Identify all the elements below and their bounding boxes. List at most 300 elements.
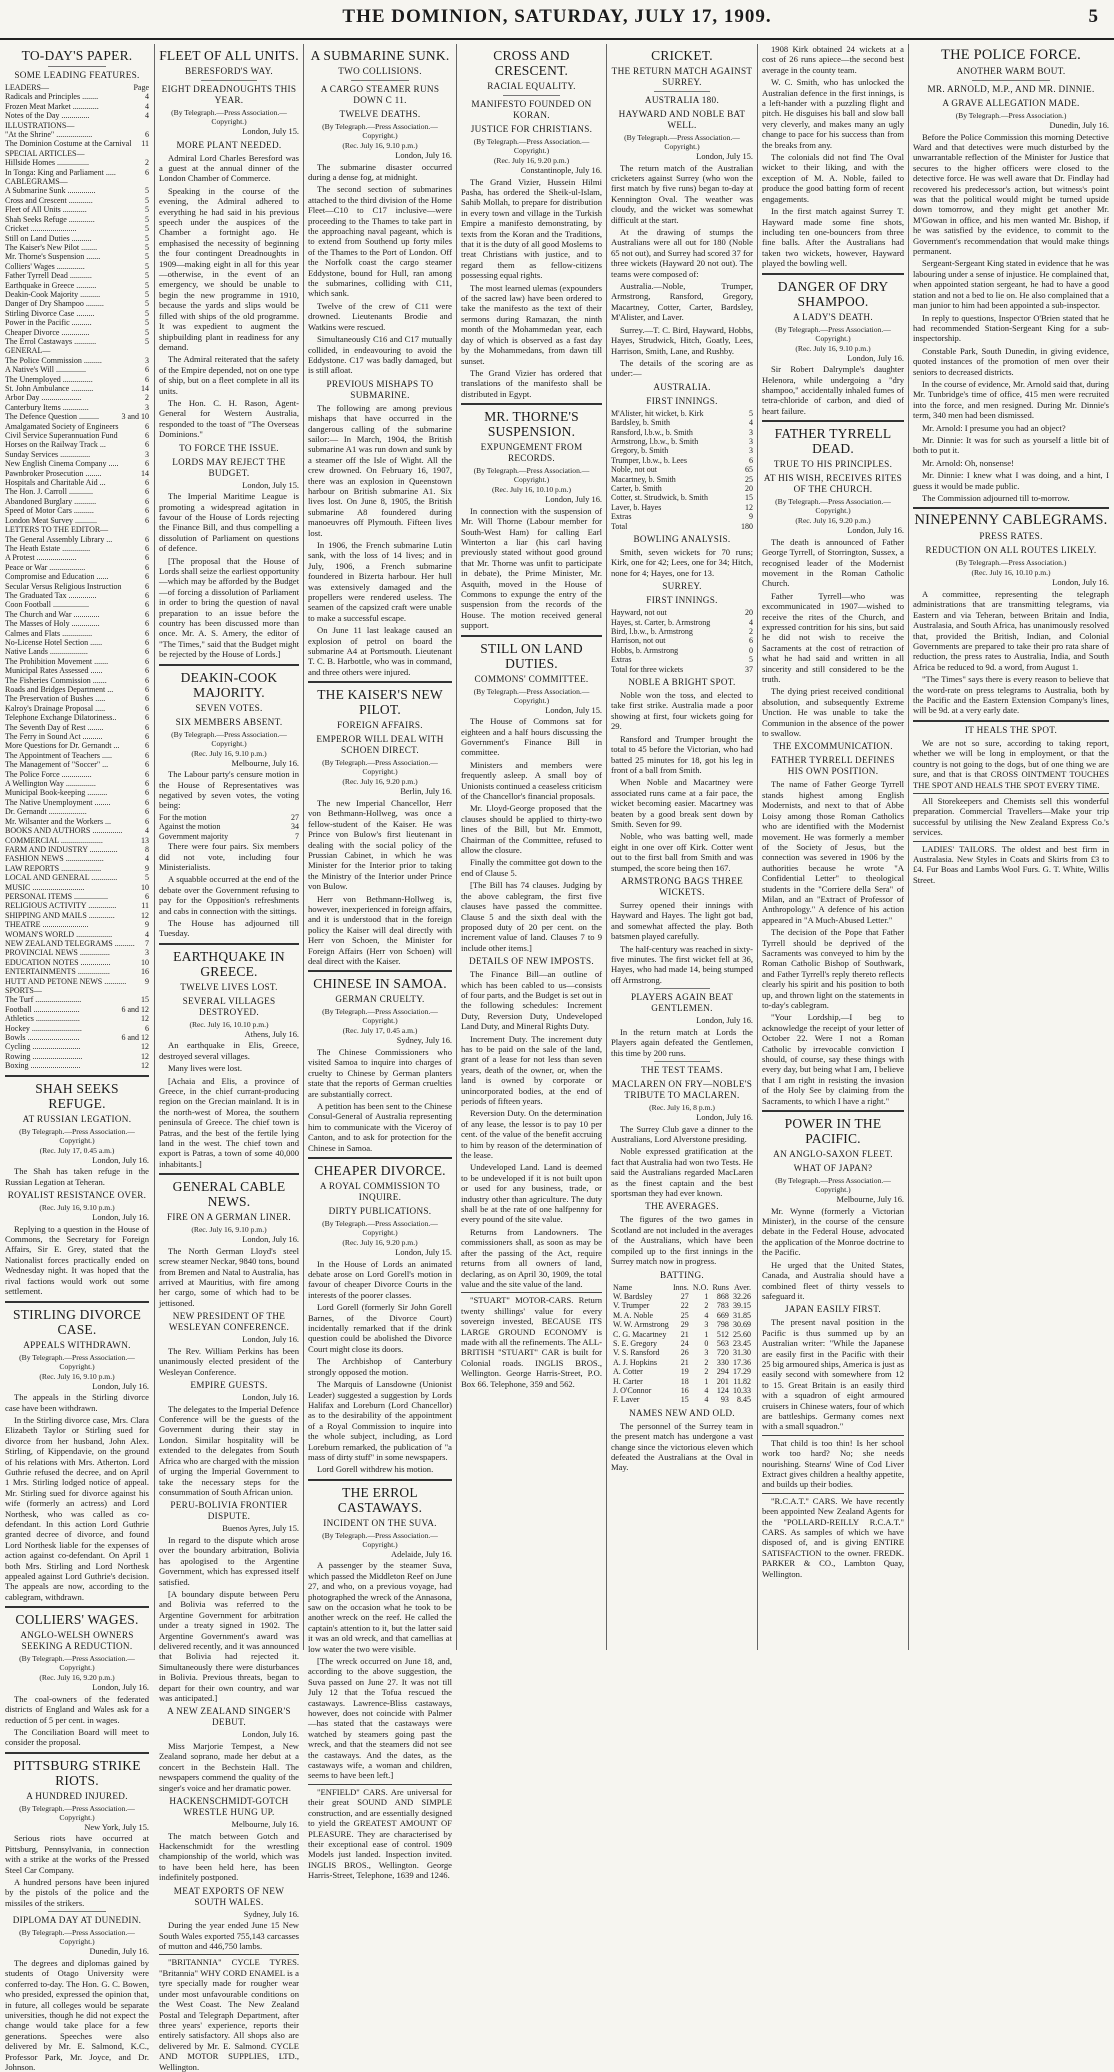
deakin-subheading: SEVEN VOTES. bbox=[195, 702, 263, 713]
divider bbox=[159, 1173, 299, 1175]
contents-row-label: Mr. Wilsanter and the Workers ... bbox=[5, 816, 112, 826]
article-paragraph: W. C. Smith, who has unlocked the Australian defence in the first innings, is a left-hander with a puzzling flight and pitch. He disguises his ball and slow ball very cleverly, and makes many an ugly change to pace for his success than from the breaks from any. bbox=[762, 77, 904, 150]
contents-row-value: 4 bbox=[145, 826, 149, 836]
contents-row-value: 5 bbox=[145, 318, 149, 328]
table-cell: 330 bbox=[716, 1357, 729, 1367]
article-paragraph: A petition has been sent to the Chinese Consul-General of Australia representing him to communicate with the Viceroy of Canton, and to ask for protection for the Chinese in Samoa. bbox=[308, 1101, 452, 1153]
cross-heading: CROSS AND CRESCENT. bbox=[493, 48, 570, 78]
contents-row-label: The Hon. J. Carroll ............ bbox=[5, 487, 93, 497]
article-paragraph: Noble, who was batting well, made eight in one over off Kirk. Cotter went out to the first ball from Smith and was stumped, the score being then 167. bbox=[611, 831, 753, 873]
contents-row-label: Compromise and Education ...... bbox=[5, 572, 109, 582]
total-value: 180 bbox=[741, 521, 753, 531]
article-paragraph: An earthquake in Elis, Greece, destroyed several villages. bbox=[159, 1040, 299, 1061]
contents-row bbox=[5, 770, 149, 779]
contents-row bbox=[5, 469, 149, 478]
table-cell: 16 bbox=[680, 1385, 689, 1395]
contents-row bbox=[5, 591, 149, 600]
divider bbox=[308, 1157, 452, 1159]
contents-row-value: 5 bbox=[145, 289, 149, 299]
contents-row-label: Mr. Thorne's Suspension ....... bbox=[5, 252, 101, 262]
scorecard-row-value: 20 bbox=[745, 483, 753, 493]
contents-row-value: 5 bbox=[145, 336, 149, 346]
table-cell: 2 bbox=[704, 1357, 709, 1367]
contents-row-label: Arbor Day .................... bbox=[5, 393, 82, 403]
received-date: (Rec. July 16, 10.10 p.m.) bbox=[971, 568, 1051, 578]
colliers-subheading: ANGLO-WELSH OWNERS SEEKING A REDUCTION. bbox=[20, 1630, 134, 1652]
credit-line: (By Telegraph.—Press Association.—Copyright.) bbox=[473, 137, 590, 155]
contents-row-value: 6 bbox=[145, 421, 149, 431]
ninepenny-subheading-2: REDUCTION ON ALL ROUTES LIKELY. bbox=[925, 545, 1097, 556]
contents-row bbox=[5, 130, 149, 139]
contents-row bbox=[5, 676, 149, 685]
contents-row-label: Kalroy's Drainage Proposal ..... bbox=[5, 703, 106, 713]
article-paragraph: The figures of the two games in Scotland are not included in the averages of the Australians, which have been compiled up to the first innings in the Surrey match now in progress. bbox=[611, 1214, 753, 1267]
contents-row-value: 6 bbox=[145, 769, 149, 779]
diploma-heading: DIPLOMA DAY AT DUNEDIN. bbox=[12, 1915, 142, 1926]
contents-row bbox=[5, 224, 149, 233]
advertisement: LADIES' TAILORS. The oldest and best firm in Australasia. New Styles in Coats and Skirts from £3 to £4. Fur Boas and Lambs Wool Furs. G. T. White, Willis Street. bbox=[913, 841, 1109, 886]
scorecard-row-label: Carter, b. Smith bbox=[611, 483, 662, 493]
contents-row-label: Telephone Exchange Dilatoriness.. bbox=[5, 713, 117, 723]
table-cell: 1 bbox=[704, 1291, 709, 1301]
contents-row-value: 6 bbox=[145, 797, 149, 807]
errol-subheading: INCIDENT ON THE SUVA. bbox=[323, 1517, 437, 1528]
todays-paper-subheading: SOME LEADING FEATURES. bbox=[14, 70, 140, 80]
contents-row-value: 4 bbox=[145, 92, 149, 102]
contents-row-value: 6 bbox=[145, 619, 149, 629]
cricket-subheading-2: AUSTRALIA 180. bbox=[644, 95, 720, 105]
contents-row bbox=[5, 252, 149, 261]
armstrong-subheading: ARMSTRONG BAGS THREE WICKETS. bbox=[620, 875, 744, 897]
contents-row-value: 5 bbox=[145, 271, 149, 281]
scorecard-row-label: Hayes, st. Carter, b. Armstrong bbox=[611, 617, 711, 627]
scorecard-total bbox=[611, 522, 753, 531]
contents-row-label: LOCAL AND GENERAL ............. bbox=[5, 873, 118, 883]
contents-row bbox=[5, 431, 149, 440]
contents-row-label: Amalgamated Society of Engineers bbox=[5, 421, 119, 431]
contents-row bbox=[5, 741, 149, 750]
table-cell: C. G. Macartney bbox=[613, 1329, 667, 1339]
cable-subheading: A NEW ZEALAND SINGER'S DEBUT. bbox=[167, 1706, 291, 1728]
contents-row-value: 6 bbox=[145, 600, 149, 610]
contents-row bbox=[5, 694, 149, 703]
contents-row-value: 5 bbox=[145, 252, 149, 262]
article-paragraph: "The Times" says there is every reason to believe that the word-rate on press telegrams to Australia, both by the Pacific and the Eastern Extension Company's lines, will be 9d. at a very early date. bbox=[913, 674, 1109, 716]
divider bbox=[5, 1075, 149, 1077]
article-paragraph: The second section of submarines attached to the third division of the Home Fleet—C10 to C17 inclusive—were proceeding to the Thames to take part in the approaching naval pageant, which is to extend from Southend up forty miles of the Thames to the Port of London. Off the Norfolk coast the cargo steamer Eddystone, bound for Hull, ran among the submarines, colliding with C11, which sank. bbox=[308, 184, 452, 299]
contents-row-label: The Seventh Day of Rest ........ bbox=[5, 722, 104, 732]
kaiser-subheading: FOREIGN AFFAIRS. bbox=[337, 720, 423, 731]
divider bbox=[308, 970, 452, 972]
contents-row bbox=[5, 234, 149, 243]
advertisement: "R.C.A.T." CARS. We have recently been appointed New Zealand Agents for the "POLLARD-REILLY R.C.A.T." CARS. As samples of which we have disposed of, and is giving ENTIRE SATISFACTION to the owner. FREDK. PARKER & CO., Lambton Quay, Wellington. bbox=[762, 1493, 904, 1579]
received-date: (Rec. July 16, 8 p.m.) bbox=[649, 1103, 715, 1113]
article-paragraph: The submarine disaster occurred during a dense fog, at midnight. bbox=[308, 161, 452, 182]
pacific-subheading-2: WHAT OF JAPAN? bbox=[793, 1163, 873, 1174]
submarine-subheading-3: TWELVE DEATHS. bbox=[339, 109, 421, 119]
contents-row-label: Secular Versus Religious Instruction bbox=[5, 581, 122, 591]
article-paragraph: Replying to a question in the House of Commons, the Secretary for Foreign Affairs, Sir E. Grey, stated that the Nationalist forces practically ended on Wednesday night. It was hoped that the rival factions would work out some settlement. bbox=[5, 1223, 149, 1297]
article-paragraph: The present naval position in the Pacific is thus summed up by an Australian writer: "While the Japanese are easily first in the Pacific with their 25 big armoured ships, America is just as easily second with somewhere from 12 to 15. Great Britain is an easily third with a squadron of eight armoured cruisers in Chinese waters, four of which are battleships. Germany comes next with a small squadron." bbox=[762, 1317, 904, 1432]
table-cell: 29 bbox=[680, 1320, 689, 1330]
contents-row bbox=[5, 516, 149, 525]
article-paragraph: Surrey.—T. C. Bird, Hayward, Hobbs, Hayes, Strudwick, Hitch, Goatly, Lees, Harrison, Smith, Lane, and Rushby. bbox=[611, 324, 753, 356]
credit-line: (By Telegraph.—Press Association.—Copyright.) bbox=[19, 1126, 135, 1145]
dry-shampoo-heading: DANGER OF DRY SHAMPOO. bbox=[777, 278, 889, 309]
scorecard-row bbox=[611, 618, 753, 627]
contents-row bbox=[5, 751, 149, 760]
dateline: London, July 16. bbox=[242, 1393, 299, 1403]
contents-row bbox=[5, 139, 149, 148]
article-paragraph: Sergeant-Sergeant King stated in evidence that he was labouring under a sense of injustice. He complained that, when appointed station sergeant, he had to have a good station and not a bed to lie on. He also complained that a man junior to him had been appointed a sub-inspector. bbox=[913, 258, 1109, 311]
received-date: (Rec. July 16, 10.10 p.m.) bbox=[491, 485, 572, 495]
table-cell: F. Laver bbox=[613, 1395, 640, 1405]
contents-row-value: 2 bbox=[145, 158, 149, 168]
article-paragraph: [A boundary dispute between Peru and Bolivia was referred to the Argentine Government for arbitration under a treaty signed in 1902. The Argentine Government's award was delivered recently, and it was announced that Bolivia had rejected it. Simultaneously there were disturbances in Bolivia. Previous threats, began to depart for their own country, and war was anticipated.] bbox=[159, 1588, 299, 1703]
police-subheading: ANOTHER WARM BOUT. bbox=[956, 66, 1066, 76]
contents-row-value: 6 bbox=[145, 816, 149, 826]
vote-label: For the motion bbox=[159, 812, 207, 822]
contents-row-value: 6 bbox=[145, 459, 149, 469]
contents-row bbox=[5, 299, 149, 308]
article-paragraph: There were four pairs. Six members did not vote, including four Ministerialists. bbox=[159, 841, 299, 872]
contents-row-value: 6 bbox=[145, 590, 149, 600]
contents-row bbox=[5, 1024, 149, 1033]
divider bbox=[913, 507, 1109, 509]
table-cell: S. E. Gregory bbox=[613, 1338, 657, 1348]
divorce-heading: CHEAPER DIVORCE. bbox=[314, 1163, 446, 1179]
contents-row bbox=[5, 911, 149, 920]
contents-row-label: RELIGIOUS ACTIVITY .............. bbox=[5, 901, 117, 911]
samoa-heading: CHINESE IN SAMOA. bbox=[313, 976, 447, 992]
article-paragraph: The degrees and diplomas gained by students of Otago University were conferred to-day. The Hon. G. C. Bowen, who presided, expressed the opinion that, in future, all colleges would be separate universities, though he did not expect the change would take place for a few generations. Speeches were also delivered by Mr. E. Salmond, K.C., Professor Park, Mr. Joyce, and Dr. Johnson. bbox=[5, 1957, 149, 2072]
table-cell: 868 bbox=[716, 1291, 729, 1301]
dateline: London, July 15. bbox=[395, 1248, 452, 1258]
article-paragraph: The appeals in the Stirling divorce case have been withdrawn. bbox=[5, 1392, 149, 1413]
credit-line: (By Telegraph.—Press Association.—Copyright.) bbox=[473, 466, 590, 485]
contents-row bbox=[5, 704, 149, 713]
contents-row-label: The Ferry in Sound Act .......... bbox=[5, 732, 103, 742]
dateline: London, July 16. bbox=[1052, 578, 1109, 588]
contents-row-label: Athletics ...................... bbox=[5, 1014, 80, 1024]
vote-count: 34 bbox=[291, 822, 299, 832]
contents-row bbox=[5, 600, 149, 609]
article-paragraph: The following are among previous mishaps that have occurred in the dangerous calling of the submarine sailor:— In March, 1904, the British submarine A1 was run down and sunk by a steamer off the Isle of Wight. All the crew drowned. On February 16, 1907, there was an explosion in Queenstown harbour on British submarine A1. Six lives lost. On June 8, 1905, the British submarine A8 foundered during manoeuvres off Plymouth. Fifteen lives lost. bbox=[308, 402, 452, 538]
contents-row-label: The Dominion Costume at the Carnival bbox=[5, 139, 132, 149]
article-paragraph: The personnel of the Surrey team in the present match has undergone a vast change since the victorious eleven which defeated the Australians at the Oval in May. bbox=[611, 1420, 753, 1473]
contents-row bbox=[5, 807, 149, 816]
contents-row bbox=[5, 1014, 149, 1023]
table-cell: 17.36 bbox=[733, 1357, 751, 1367]
dateline: London, July 15. bbox=[242, 480, 299, 490]
contents-row-label: FASHION NEWS ................... bbox=[5, 854, 104, 864]
divider bbox=[762, 273, 904, 275]
excommunication-subheading: THE EXCOMMUNICATION. bbox=[773, 741, 893, 752]
table-cell: H. Carter bbox=[613, 1376, 643, 1386]
table-cell: 22 bbox=[680, 1301, 689, 1311]
contents-row bbox=[5, 177, 149, 186]
shah-heading: SHAH SEEKS REFUGE. bbox=[35, 1080, 119, 1111]
scorecard-row bbox=[611, 512, 753, 521]
contents-row bbox=[5, 356, 149, 365]
article-paragraph: Simultaneously C16 and C17 mutually collided, in endeavouring to avoid the Eddystone. C17 was badly damaged, but is still afloat. bbox=[308, 334, 452, 376]
contents-row bbox=[5, 995, 149, 1004]
received-date: (Rec. July 16, 9.10 p.m.) bbox=[191, 1225, 267, 1235]
contents-row-label: Hillside Homes ................ bbox=[5, 158, 89, 168]
stirling-heading: STIRLING DIVORCE CASE. bbox=[12, 1306, 142, 1337]
thorne-heading: MR. THORNE'S SUSPENSION. bbox=[484, 409, 579, 440]
article-paragraph: The return match of the Australian cricketers against Surrey (who won the first match by five runs) began to-day at Kennington Oval. The weather was cloudy, and the wicket was somewhat difficult at the start. bbox=[611, 162, 753, 225]
article-paragraph: In 1906, the French submarine Lutin sank, with the loss of 14 lives; and in July, 1906, a French submarine foundered in Bizerta harbour. Her hull was extensively damaged and the propellers were rendered useless. The seamen of the capsized craft were unable to make a successful escape. bbox=[308, 540, 452, 623]
table-cell: V. Trumper bbox=[613, 1301, 650, 1311]
deakin-heading: DEAKIN-COOK MAJORITY. bbox=[180, 669, 278, 700]
contents-row-value: 6 bbox=[145, 365, 149, 375]
contents-row-value: 6 bbox=[145, 487, 149, 497]
contents-row-label: Municipal Rates Assessed ...... bbox=[5, 666, 103, 676]
scorecard-row bbox=[611, 655, 753, 664]
article-paragraph: Mr. Dinnie: I knew what I was doing, and a hint, I guess it would be made public. bbox=[913, 470, 1109, 491]
scorecard-row-value: 4 bbox=[749, 418, 753, 428]
contents-row bbox=[5, 337, 149, 346]
dry-shampoo-subheading: A LADY'S DEATH. bbox=[793, 311, 873, 322]
dateline: London, July 16. bbox=[92, 1213, 149, 1223]
table-cell: 23.45 bbox=[733, 1338, 751, 1348]
contents-row-value: 6 bbox=[145, 478, 149, 488]
vote-count: 7 bbox=[295, 831, 299, 841]
pittsburg-subheading: A HUNDRED INJURED. bbox=[26, 1790, 128, 1801]
contents-row bbox=[5, 158, 149, 167]
contents-row bbox=[5, 873, 149, 882]
contents-row-value: 12 bbox=[141, 1042, 149, 1052]
contents-row bbox=[5, 948, 149, 957]
table-cell: 3 bbox=[704, 1348, 709, 1358]
contents-row-label: Father Tyrrell Dead ........... bbox=[5, 271, 92, 281]
contents-row-value: 12 bbox=[141, 1051, 149, 1061]
article-paragraph: Ministers and members were frequently asleep. A small boy of Unionists continued a ceaseless criticism of the Chancellor's financial proposals. bbox=[461, 759, 602, 802]
scorecard-row-label: Ransford, l.b.w., b. Smith bbox=[611, 427, 693, 437]
budget-subheading-2: LORDS MAY REJECT THE BUDGET. bbox=[172, 456, 286, 478]
column-header: Inns. bbox=[672, 1282, 689, 1292]
names-heading: NAMES NEW AND OLD. bbox=[629, 1407, 735, 1418]
divider bbox=[351, 80, 409, 81]
article-paragraph: The Surrey Club gave a dinner to the Australians, Lord Alverstone presiding. bbox=[611, 1123, 753, 1145]
contents-row-label: Roads and Bridges Department ... bbox=[5, 685, 114, 694]
cable-subheading: EMPIRE GUESTS. bbox=[190, 1380, 268, 1391]
article-paragraph: Returns from Landowners. The commissioners shall, as soon as may be after the passing of the Act, require returns from all owners of land, declaring, as on April 30, 1909, the total value and the site value of the land. bbox=[461, 1226, 602, 1289]
contents-row-value: 4 bbox=[145, 111, 149, 121]
contents-row bbox=[5, 901, 149, 910]
earthquake-subheading: TWELVE LIVES LOST. bbox=[180, 981, 278, 992]
contents-row-label: The Prohibition Movement ....... bbox=[5, 656, 109, 666]
contents-row-label: Rowing ......................... bbox=[5, 1051, 83, 1061]
contents-row-label: SPECIAL ARTICLES— bbox=[5, 148, 85, 158]
divider bbox=[5, 1301, 149, 1303]
article-paragraph: [Achaia and Elis, a province of Greece, in the chief currant-producing region on the Grecian mainland. It is in the north-west of Morea, the southern peninsula of Greece. The chief town is Patras, and the best of the fertile lying land in the west. The chief town and export is Patras, a town of some 40,000 inhabitants.] bbox=[159, 1075, 299, 1169]
table-cell: 25 bbox=[680, 1310, 689, 1320]
received-date: (Rec. July 16, 9.20 p.m.) bbox=[39, 1673, 115, 1683]
contents-row-label: THEATRE ....................... bbox=[5, 920, 89, 930]
table-cell: J. O'Connor bbox=[613, 1385, 652, 1395]
cross-subheading: RACIAL EQUALITY. bbox=[487, 81, 576, 91]
article-paragraph: In the Stirling divorce case, Mrs. Clara Elizabeth Taylor or Stirling sued for divorce from her husband, John Alex. Stirling, of Kippendavie, on the ground of his relations with Mrs. Atherton. Lord Guthrie refused the decree, and on April 1 Mrs. Stirling lodged notice of appeal. Mr. Stirling sued for divorce against his wife (formerly an actress) and Lord Northesk, who was called as co-defendant. In this action Lord Guthrie granted decree of divorce, and found Lord Northesk liable for the expenses of action against co-defendant. On April 1 both Mrs. Stirling and Lord Northesk appealed against Lord Guthrie's decision. The appeals are now, according to the cablegram, withdrawn. bbox=[5, 1414, 149, 1602]
received-date: (Rec. July 16, 9.20 p.m.) bbox=[342, 777, 418, 787]
masthead-title: THE DOMINION, SATURDAY, JULY 17, 1909. bbox=[342, 6, 772, 27]
article-paragraph: A committee, representing the telegraph administrations that are transmitting telegrams, via Eastern and via Teheran, between Britain and India, Australasia, and South Africa, has unanimously resolved that, provided the British, Indian, and Colonial Governments are prepared to take their pro rata share of reduction, the press rates to Australia, India, and South Africa be reduced to 9d. a word, from August 1. bbox=[913, 589, 1109, 672]
contents-row-label: LETTERS TO THE EDITOR— bbox=[5, 525, 109, 535]
article-paragraph: During the year ended June 15 New South Wales exported 755,143 carcasses of mutton and 446,750 lambs. bbox=[159, 1920, 299, 1952]
article-paragraph: The Grand Vizier has ordered that translations of the manifesto shall be distributed in Egypt. bbox=[461, 367, 602, 399]
article-paragraph: The delegates to the Imperial Defence Conference will be the guests of the Government during their stay in London. Similar hospitality will be extended to the delegates from South Africa who are charged with the mission of urging the Imperial Government to take the necessary steps for the consummation of South African union. bbox=[159, 1403, 299, 1497]
fleet-subheading: BERESFORD'S WAY. bbox=[185, 66, 273, 76]
contents-row-label: Cheaper Divorce .............. bbox=[5, 327, 90, 337]
scorecard-total bbox=[611, 665, 753, 674]
contents-row bbox=[5, 1042, 149, 1051]
scorecard-row-value: 6 bbox=[749, 455, 753, 465]
credit-line: (By Telegraph.—Press Association.—Copyright.) bbox=[19, 1928, 135, 1947]
column-rule bbox=[456, 44, 457, 1650]
scorecard-row-label: Macartney, b. Smith bbox=[611, 474, 676, 484]
total-value: 37 bbox=[745, 664, 753, 674]
article-paragraph: The death is announced of Father George Tyrrell, of Storrington, Sussex, a recognised leader of the Modernist movement in the Roman Catholic Church. bbox=[762, 536, 904, 589]
received-date: (Rec. July 16, 9.10 p.m.) bbox=[795, 343, 871, 353]
contents-row bbox=[5, 403, 149, 412]
shah-subheading-2: ROYALIST RESISTANCE OVER. bbox=[7, 1190, 147, 1201]
contents-row-value: 12 bbox=[141, 1061, 149, 1071]
table-cell: A. J. Hopkins bbox=[613, 1357, 658, 1367]
contents-row-label: HUTT AND PETONE NEWS ........... bbox=[5, 976, 127, 986]
advertisement: All Storekeepers and Chemists sell this wonderful preparation. Commercial Travellers—Make your trip successful by utilising the New Zealand Express Co.'s services. bbox=[913, 793, 1109, 838]
article-paragraph: The decision of the Pope that Father Tyrrell should be deprived of the Sacraments was conveyed to him by the Roman Catholic Bishop of Southwark, and Father Tyrrell's reply thereto reflects clearly his spirit and his position to both up, and thrown light on the statements in to-day's cablegram. bbox=[762, 927, 904, 1010]
table-cell: 1 bbox=[704, 1376, 709, 1386]
contents-row-value: 10 bbox=[141, 957, 149, 967]
column-2 bbox=[159, 44, 299, 2072]
batting-heading: BATTING. bbox=[660, 1269, 704, 1280]
ninepenny-heading: NINEPENNY CABLEGRAMS. bbox=[914, 512, 1108, 529]
column-rule bbox=[303, 44, 304, 1650]
contents-row-label: St. John Ambulance ........... bbox=[5, 384, 94, 393]
article-paragraph: The Hon. C. H. Rason, Agent-General for Western Australia, responded to the toast of "The Overseas Dominions." bbox=[159, 397, 299, 440]
test-teams-heading: THE TEST TEAMS. bbox=[641, 1065, 723, 1076]
contents-row-value: 6 bbox=[145, 685, 149, 694]
column-rule bbox=[908, 44, 909, 1650]
contents-row-label: Colliers' Wages .............. bbox=[5, 261, 85, 271]
contents-row bbox=[5, 779, 149, 788]
divider bbox=[762, 1110, 904, 1112]
contents-row bbox=[5, 629, 149, 638]
divorce-subheading: A ROYAL COMMISSION TO INQUIRE. bbox=[319, 1181, 441, 1203]
table-row bbox=[611, 1320, 753, 1329]
divider bbox=[308, 1479, 452, 1481]
dateline: London, July 16. bbox=[847, 526, 904, 536]
contents-row-value: 3 bbox=[145, 449, 149, 459]
table-cell: 124 bbox=[716, 1385, 729, 1395]
contents-row-label: Hockey ......................... bbox=[5, 1023, 82, 1033]
article-paragraph: Mr. Lloyd-George proposed that the clauses should be applied to thirty-two lines of the Bill, but Mr. Emmott, Chairman of the Committee, refused to allow the closure. bbox=[461, 803, 602, 856]
contents-row bbox=[5, 422, 149, 431]
table-cell: 27 bbox=[680, 1291, 689, 1301]
credit-line: (By Telegraph.—Press Association.—Copyright.) bbox=[171, 729, 287, 748]
contents-row-label: GENERAL— bbox=[5, 346, 51, 356]
tyrrell-subheading-2: AT HIS WISH, RECEIVES RITES OF THE CHURCH. bbox=[763, 473, 903, 495]
table-cell: 4 bbox=[704, 1385, 709, 1395]
contents-row-value: 4 bbox=[145, 929, 149, 939]
column-1 bbox=[5, 44, 149, 2072]
divider bbox=[762, 420, 904, 422]
article-paragraph: Herr von Bethmann-Hollweg is, however, inexperienced in foreign affairs, and it is understood that in the foreign policy the Kaiser will deal directly with Herr von Schoen, the Minister for Foreign Affairs (Herr von Schoen) will deal direct with the Kaiser. bbox=[308, 893, 452, 966]
vote-row bbox=[159, 832, 299, 841]
article-paragraph: Miss Marjorie Tempest, a New Zealand soprano, made her debut at a concert in the Bechstein Hall. The newspapers commend the quality of the singer's voice and her dramatic power. bbox=[159, 1741, 299, 1793]
article-paragraph: The details of the scoring are as under:— bbox=[611, 357, 753, 379]
table-cell: 720 bbox=[716, 1348, 729, 1358]
table-cell: 4 bbox=[704, 1395, 709, 1405]
contents-row-label: A Protest .................... bbox=[5, 553, 77, 563]
table-cell: A. Cotter bbox=[613, 1367, 643, 1377]
contents-row-label: Speed of Motor Cars .......... bbox=[5, 506, 94, 516]
contents-row bbox=[5, 83, 149, 92]
contents-row-value: 6 bbox=[145, 130, 149, 140]
table-row bbox=[611, 1330, 753, 1339]
cricket-heading: CRICKET. bbox=[651, 48, 713, 63]
table-cell: 669 bbox=[716, 1310, 729, 1320]
column-rule bbox=[606, 44, 607, 1650]
article-paragraph: The Archbishop of Canterbury strongly opposed the motion. bbox=[308, 1356, 452, 1377]
contents-row-value: 13 bbox=[141, 835, 149, 845]
contents-row-value: 6 bbox=[145, 562, 149, 572]
contents-row bbox=[5, 619, 149, 628]
credit-line: (By Telegraph.—Press Association.—Copyright.) bbox=[19, 1654, 135, 1673]
scorecard-row-value: 65 bbox=[745, 465, 753, 475]
contents-row bbox=[5, 666, 149, 675]
earthquake-heading: EARTHQUAKE IN GREECE. bbox=[173, 948, 285, 979]
contents-row-label: The Unemployed ............... bbox=[5, 374, 93, 384]
contents-row-label: Radicals and Principles ........ bbox=[5, 92, 99, 102]
test-teams-subheading: MACLAREN ON FRY—NOBLE'S TRIBUTE TO MACLAREN. bbox=[611, 1079, 753, 1101]
article-paragraph: Lord Gorell withdrew his motion. bbox=[317, 1464, 434, 1475]
contents-row bbox=[5, 205, 149, 214]
contents-row-value: 5 bbox=[145, 224, 149, 234]
contents-row bbox=[5, 845, 149, 854]
contents-row bbox=[5, 243, 149, 252]
contents-row-label: The Church and War ............. bbox=[5, 609, 100, 619]
contents-row-label: Football ....................... bbox=[5, 1004, 80, 1014]
dateline: Constantinople, July 16. bbox=[520, 166, 602, 175]
contents-row-value: 6 bbox=[145, 703, 149, 713]
article-paragraph: Mr. Arnold: Oh, nonsense! bbox=[922, 457, 1014, 468]
contents-row-label: ENTERTAINMENTS ................ bbox=[5, 967, 110, 977]
dateline: Melbourne, July 16. bbox=[231, 1820, 299, 1830]
contents-row-value: 5 bbox=[145, 873, 149, 883]
table-cell: 21 bbox=[680, 1329, 689, 1339]
advertisement: "BRITANNIA" CYCLE TYRES. "Britannia" WHY CORD ENAMEL is a tyre specially made for rougher wear under most unfavourable conditions on the West Coast. The New Zealand Postal and Telegraph Department, after three years' experience, reports their entirely satisfactory. All shops also are delivered by Mr. E. Salmond. CYCLE AND MOTOR SUPPLIES, LTD., Wellington. bbox=[159, 1954, 299, 2071]
article-paragraph: The name of Father George Tyrrell stands highest among English Modernists, and next to that of Abbe Loisy among those Roman Catholics who are identified with the Modernist movement. He was formerly a member of the Society of Jesus, but the connection was severed in 1906 by the authorities because he wrote "A Confidential Letter" to theological students in the "Corriere della Sera" of Milan, and an "Extract of Professor of Anthropology." A defence of his action appeared in "A Much-Abused Letter." bbox=[762, 779, 904, 925]
table-cell: 783 bbox=[716, 1301, 729, 1311]
article-paragraph: In the first match against Surrey T. Hayward made some fine shots, including ten one-bouncers from three fine balls. After the Australians had taken two wickets, however, Hayward played the bowling well. bbox=[762, 206, 904, 269]
japan-subheading: JAPAN EASILY FIRST. bbox=[784, 1304, 882, 1315]
article-paragraph: Increment Duty. The increment duty has to be paid on the sale of the land, grant of a lease for not less than seven years, death of the owner, or, when the land is owned by corporate or unincorporated bodies, at the end of periods of fifteen years. bbox=[461, 1033, 602, 1106]
article-paragraph: Admiral Lord Charles Beresford was a guest at the annual dinner of the London Chamber of Commerce. bbox=[159, 152, 299, 184]
column-3 bbox=[308, 44, 452, 1881]
contents-row-value: 6 bbox=[145, 628, 149, 638]
table-row bbox=[611, 1377, 753, 1386]
advertisement: That child is too thin! Is her school work too hard? No; she needs nourishing. Stearns' Wine of Cod Liver Extract gives children a healthy appetite, and builds up their bodies. bbox=[762, 1435, 904, 1490]
article-paragraph: The Shah has taken refuge in the Russian Legation at Teheran. bbox=[5, 1166, 149, 1187]
divider bbox=[5, 1752, 149, 1754]
contents-row-label: Pawnbroker Prosecution ........ bbox=[5, 468, 102, 478]
scorecard-row-label: Laver, b. Hayes bbox=[611, 502, 662, 512]
credit-line: (By Telegraph.—Press Association.) bbox=[955, 558, 1067, 568]
contents-row bbox=[5, 318, 149, 327]
article-paragraph: Many lives were lost. bbox=[168, 1063, 242, 1074]
